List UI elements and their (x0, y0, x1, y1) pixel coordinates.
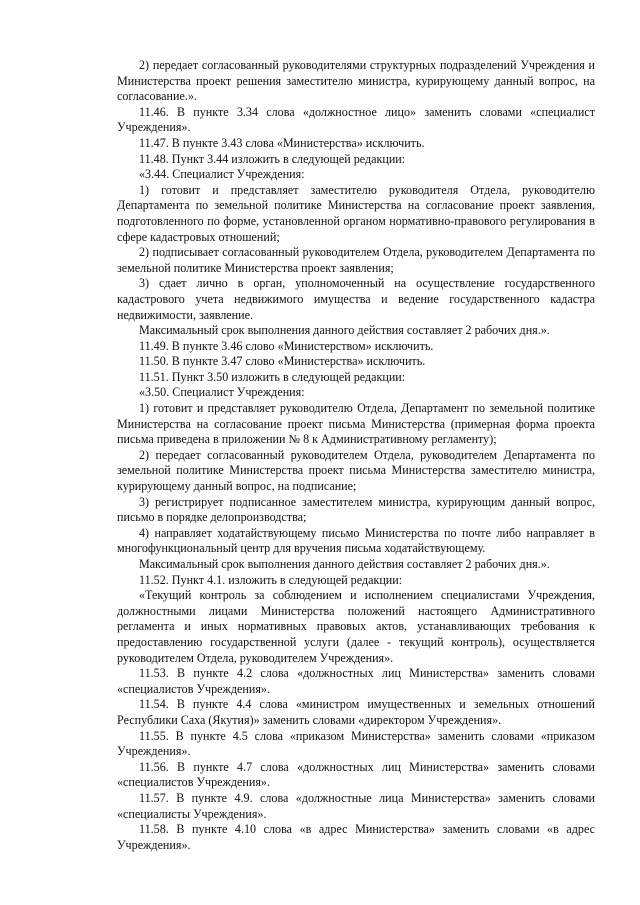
paragraph-11-53: 11.53. В пункте 4.2 слова «должностных лиц Министерства» заменить словами «специалистов Учреждения». (117, 666, 595, 696)
paragraph-11-49: 11.49. В пункте 3.46 слово «Министерством» исключить. (139, 338, 434, 353)
paragraph-3-44-item-1: 1) готовит и представляет заместителю руководителя Отдела, руководителю Департамента по земельной политике Министерства на согласование проект заявления, подготовленного по форме, установленной органом нормативно-правового регулирования в сфере кадастровых отношений; (117, 182, 595, 244)
paragraph-11-58: 11.58. В пункте 4.10 слова «в адрес Министерства» заменить словами «в адрес Учреждения». (117, 822, 595, 852)
paragraph-max-term-1: Максимальный срок выполнения данного действия составляет 2 рабочих дня.». (139, 323, 550, 338)
paragraph-11-52: 11.52. Пункт 4.1. изложить в следующей редакции: (139, 572, 403, 587)
paragraph-4-1-text: «Текущий контроль за соблюдением и исполнением специалистами Учреждения, должностными лицами Министерства положений настоящего Административного регламента и иных нормативных правовых актов, устанавливающих требования к предоставлению государственной услуги (далее - текущий контроль), осуществляется руководителем Отдела, руководителем Учреждения». (117, 588, 595, 665)
paragraph-11-54: 11.54. В пункте 4.4 слова «министром имущественных и земельных отношений Республики Саха (Якутия)» заменить словами «директором Учреждения». (117, 697, 595, 727)
paragraph-3-50-heading: «3.50. Специалист Учреждения: (139, 385, 305, 400)
paragraph-11-46: 11.46. В пункте 3.34 слова «должностное лицо» заменить словами «специалист Учреждения». (117, 104, 595, 135)
paragraph-3-50-item-2: 2) передает согласованный руководителем Отдела, руководителем Департамента по земельной политике Министерства проект письма Министерства заместителю министра, курирующему данный вопрос, на подписание; (117, 447, 595, 494)
paragraph-3-44-item-2: 2) подписывает согласованный руководителем Отдела, руководителем Департамента по земельной политике Министерства проект заявления; (117, 245, 595, 275)
paragraph-3-50-item-4: 4) направляет ходатайствующему письмо Министерства по почте либо направляет в многофункциональный центр для вручения письма ходатайствующему. (117, 525, 595, 556)
paragraph-max-term-2: Максимальный срок выполнения данного действия составляет 2 рабочих дня.». (139, 557, 550, 571)
paragraph-item-2-transfer: 2) передает согласованный руководителями структурных подразделений Учреждения и Министерства проект решения заместителю министра, курирующему данный вопрос, на согласование.». (117, 58, 595, 104)
paragraph-11-57: 11.57. В пункте 4.9. слова «должностные лица Министерства» заменить словами «специалисты Учреждения». (117, 790, 595, 821)
paragraph-3-44-item-3: 3) сдает лично в орган, уполномоченный на осуществление государственного кадастрового учета недвижимого имущества и ведение государственного кадастра недвижимости, заявление. (117, 276, 595, 322)
paragraph-3-44-heading: «3.44. Специалист Учреждения: (139, 167, 305, 182)
paragraph-3-50-item-1: 1) готовит и представляет руководителю Отдела, Департамент по земельной политике Министерства на согласование проект письма Министерства (примерная форма проекта письма приведена в приложении № 8 к Административному регламенту); (117, 401, 595, 447)
document-page (117, 58, 595, 853)
paragraph-3-50-item-3: 3) регистрирует подписанное заместителем министра, курирующим данный вопрос, письмо в порядке делопроизводства; (117, 494, 595, 525)
paragraph-11-48: 11.48. Пункт 3.44 изложить в следующей редакции: (139, 151, 406, 166)
paragraph-11-51: 11.51. Пункт 3.50 изложить в следующей редакции: (139, 369, 406, 384)
paragraph-11-50: 11.50. В пункте 3.47 слово «Министерства» исключить. (139, 354, 426, 369)
paragraph-11-56: 11.56. В пункте 4.7 слова «должностных лиц Министерства» заменить словами «специалистов Учреждения». (117, 759, 595, 790)
paragraph-11-55: 11.55. В пункте 4.5 слова «приказом Министерства» заменить словами «приказом Учреждения». (117, 728, 595, 759)
paragraph-11-47: 11.47. В пункте 3.43 слова «Министерства» исключить. (139, 135, 425, 150)
